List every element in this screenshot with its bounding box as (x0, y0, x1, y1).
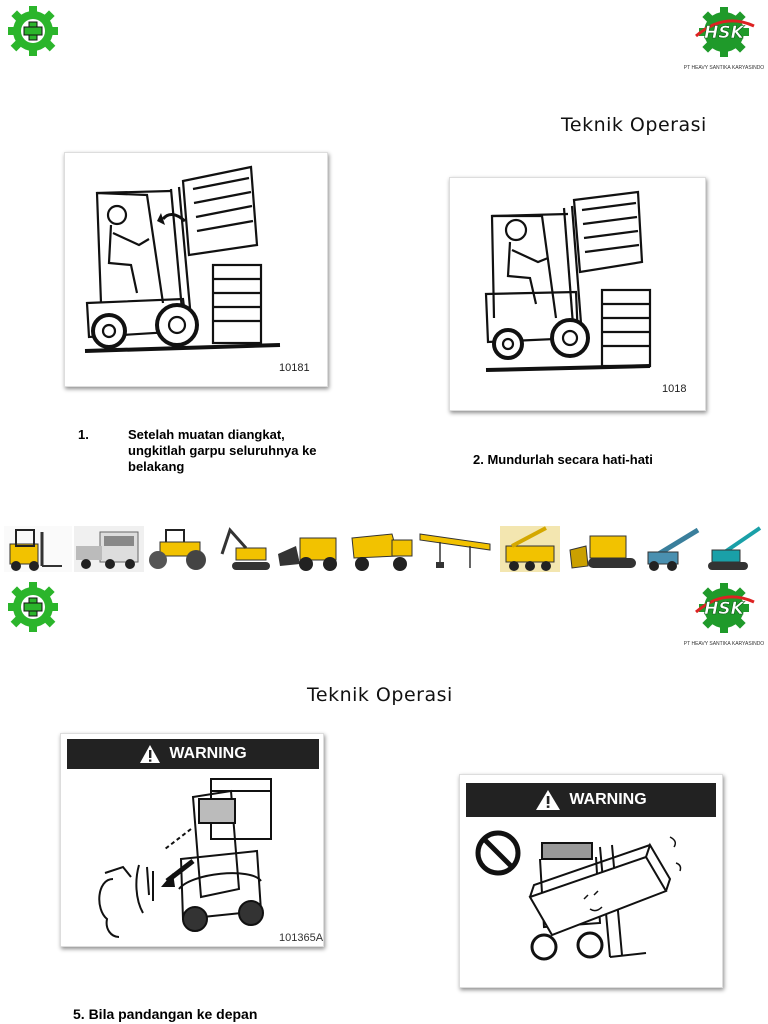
road-roller-icon (146, 526, 214, 572)
step-2-text: 2. Mundurlah secara hati-hati (473, 452, 653, 467)
hsk-tagline: PT HEAVY SANTIKA KARYASINDO (683, 65, 765, 71)
bulldozer-icon (566, 526, 642, 572)
forklift-visibility-drawing (61, 769, 323, 941)
slide-title: Teknik Operasi (561, 114, 707, 136)
excavator-icon (216, 526, 276, 572)
dump-truck-icon (348, 526, 416, 572)
forklift-icon (4, 526, 72, 572)
safety-gear-logo (4, 580, 62, 634)
step-1-text: Setelah muatan diangkat, ungkitlah garpu seluruhnya ke belakang (128, 427, 317, 474)
slide-2 (0, 578, 768, 1024)
illustration-reverse (449, 177, 706, 411)
reach-stacker-icon (644, 526, 704, 572)
hsk-gear-icon (682, 6, 766, 58)
hsk-tagline: PT HEAVY SANTIKA KARYASINDO (683, 641, 765, 647)
warning-triangle-icon (535, 789, 561, 811)
forklift-reverse-illustration (450, 178, 705, 410)
crawler-crane-icon (706, 526, 766, 572)
mobile-crane-icon (500, 526, 560, 572)
warning-bar (466, 783, 716, 817)
hsk-gear-icon (682, 582, 766, 634)
image-code: 10181 (279, 362, 310, 374)
hsk-logo-text: HSK (704, 23, 744, 43)
warning-label: WARNING (569, 791, 647, 808)
step-1-number: 1. (78, 427, 89, 442)
safety-gear-logo (4, 4, 62, 58)
hsk-logo (682, 6, 766, 71)
slide-title: Teknik Operasi (307, 684, 453, 706)
warning-illustration-no-lift (459, 774, 723, 988)
gantry-crane-icon (418, 526, 494, 572)
forklift-no-lift-drawing (460, 817, 722, 987)
warning-bar (67, 739, 319, 769)
illustration-tilt-back (64, 152, 328, 387)
step-5-text: 5. Bila pandangan ke depan (73, 1006, 258, 1022)
image-code: 1018 (662, 383, 687, 395)
forklift-tilt-illustration (65, 153, 327, 386)
equipment-strip (0, 524, 768, 574)
truck-icon (74, 526, 144, 572)
warning-triangle-icon (139, 744, 161, 764)
image-code: 101365A (279, 932, 323, 941)
wheel-loader-icon (276, 526, 346, 572)
warning-label: WARNING (169, 745, 247, 762)
warning-illustration-visibility (60, 733, 324, 947)
hsk-logo (682, 582, 766, 647)
hsk-logo-text: HSK (704, 599, 744, 619)
